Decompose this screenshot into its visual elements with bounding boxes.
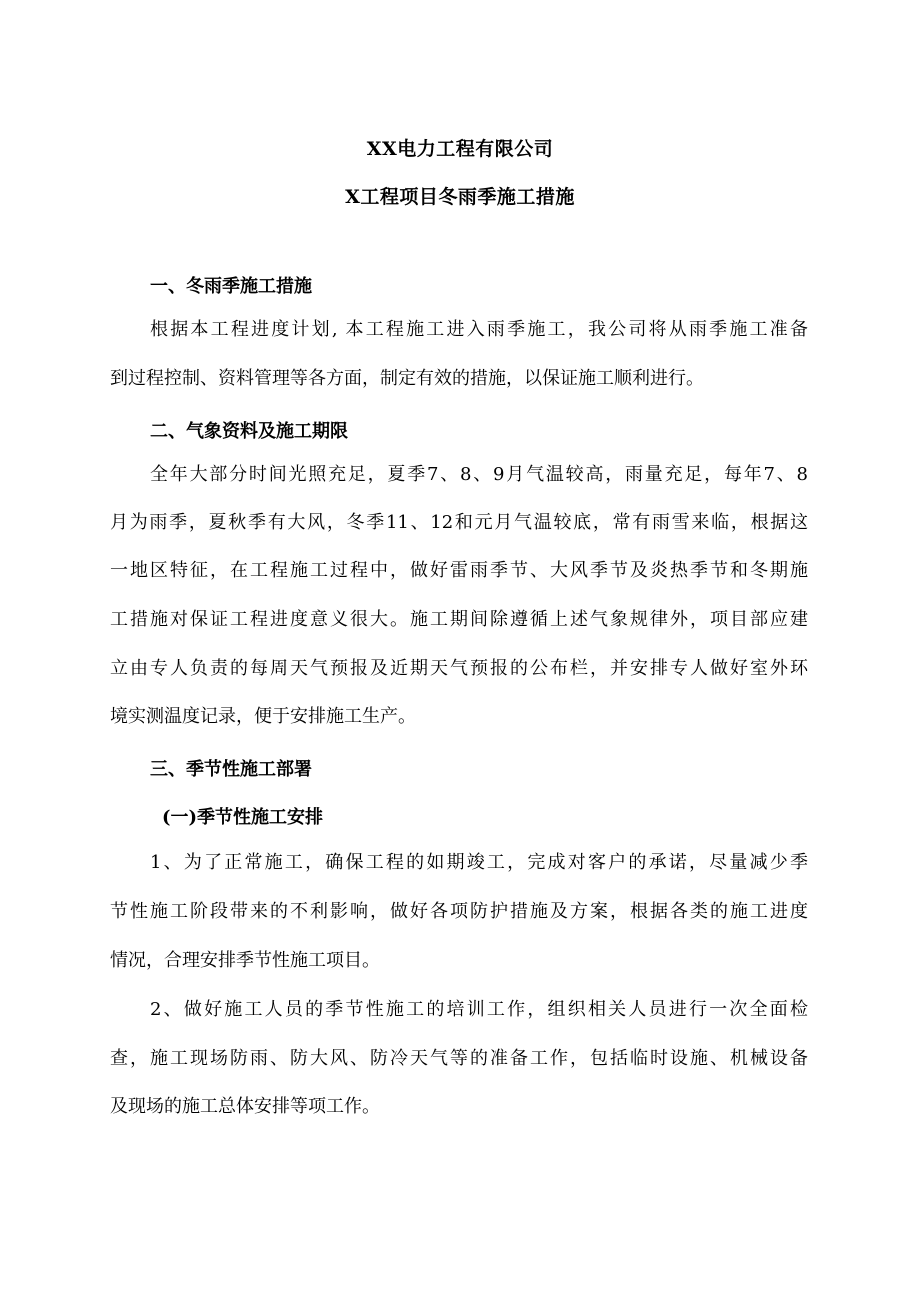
item-2-line-2: 查，施工现场防雨、防大风、防冷天气等的准备工作，包括临时设施、机械设备 (110, 1048, 808, 1069)
section-1-line-2: 到过程控制、资料管理等各方面，制定有效的措施，以保证施工顺利进行。 (110, 368, 704, 389)
section-3-subheading: (一)季节性施工安排 (162, 807, 324, 828)
section-2-line-6: 境实测温度记录，便于安排施工生产。 (110, 706, 416, 727)
item-2-line-3: 及现场的施工总体安排等项工作。 (110, 1096, 380, 1117)
section-2-line-5: 立由专人负责的每周天气预报及近期天气预报的公布栏，并安排专人做好室外环 (110, 658, 808, 679)
section-3-heading: 三、季节性施工部署 (150, 759, 312, 780)
section-2-line-1: 全年大部分时间光照充足，夏季7、8、9月气温较高，雨量充足，每年7、8 (150, 464, 808, 485)
section-2-line-4: 工措施对保证工程进度意义很大。施工期间除遵循上述气象规律外，项目部应建 (110, 609, 808, 630)
item-2-line-1: 2、做好施工人员的季节性施工的培训工作，组织相关人员进行一次全面检 (150, 999, 808, 1020)
company-title: XX电力工程有限公司 (366, 138, 554, 160)
item-1-line-3: 情况，合理安排季节性施工项目。 (110, 950, 380, 971)
project-title: X工程项目冬雨季施工措施 (345, 186, 575, 208)
section-2-line-3: 一地区特征，在工程施工过程中，做好雷雨季节、大风季节及炎热季节和冬期施 (110, 560, 808, 581)
section-1-line-1: 根据本工程进度计划, 本工程施工进入雨季施工，我公司将从雨季施工准备 (150, 319, 808, 340)
section-2-line-2: 月为雨季，夏秋季有大风，冬季11、12和元月气温较底，常有雨雪来临，根据这 (110, 512, 808, 533)
section-2-heading: 二、气象资料及施工期限 (150, 421, 348, 442)
item-1-line-2: 节性施工阶段带来的不利影响，做好各项防护措施及方案，根据各类的施工进度 (110, 901, 808, 922)
item-1-line-1: 1、为了正常施工，确保工程的如期竣工，完成对客户的承诺，尽量减少季 (150, 852, 808, 873)
section-1-heading: 一、冬雨季施工措施 (150, 276, 312, 297)
